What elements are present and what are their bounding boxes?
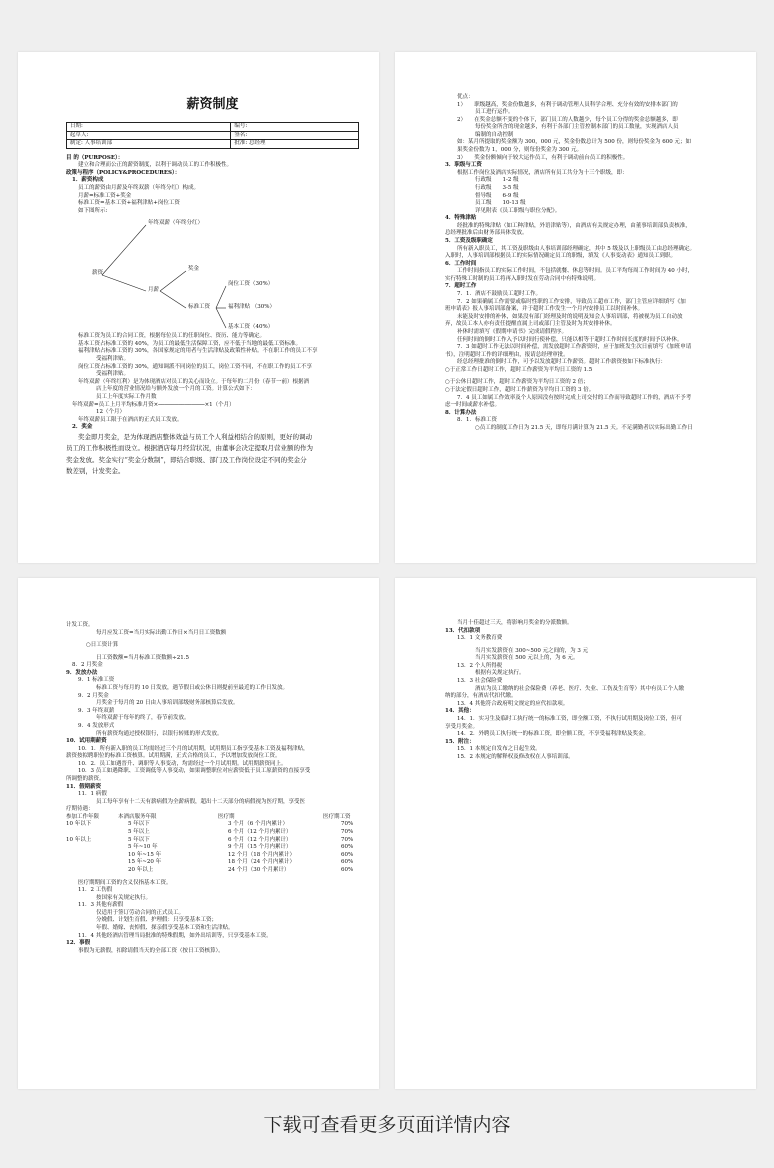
text-line: 6．工作时间 [445, 260, 477, 267]
text-line: 8．2 月奖金 [72, 662, 103, 669]
text-line: 11．2 工伤假 [78, 887, 113, 894]
text-line: 15．附注： [445, 738, 475, 745]
download-more-footer[interactable]: 下载可查看更多页面详情内容 [263, 1114, 511, 1136]
text-line: 月奖金于每月的 20 日由人事培训部级财务部核算后发放。 [96, 700, 239, 707]
text-line: 所调整的薪资。 [66, 775, 105, 782]
text-line: 3） 奖金份额倾向于较大运作员工，有利于调动前台员工的积极性。 [457, 154, 629, 161]
text-line: 13．3 社会保险费 [457, 678, 503, 685]
bonus-paragraph [66, 432, 359, 478]
text-line: 奖金即月奖金，是为体现酒店整体效益与员工个人利益相结合的原则，更好的调动 [78, 432, 312, 441]
text-line: 8．1．标准工资 [457, 417, 497, 424]
table-cell: 10 年以下 [66, 821, 92, 828]
table-cell: 70% [341, 836, 354, 843]
text-line: 员工的工作积极性而设立。根据酒店每月经营状况，由董事会决定提取月营业额的作为 [66, 444, 313, 453]
text-line: 优点： [457, 94, 474, 100]
document-title: 薪资制度 [186, 97, 239, 112]
text-line: 虑一时间或薪水补偿。 [445, 402, 501, 409]
text-line: 目 的（PURPOSE）： [66, 154, 124, 161]
text-line: 员工每年享有十二天有薪病假为全薪病假，超出十二天部分的病假视为医疗期，享受医 [96, 798, 306, 805]
text-line: 7．4 员工如属工作效率及个人原因没有按时完成上司交付的工作而导致超时工作的，酒店不予考 [457, 394, 692, 401]
text-line: ○日工资计算 [86, 642, 119, 649]
text-line: 1．薪资构成 [72, 177, 104, 184]
header-table [66, 122, 359, 149]
table-cell: 10 年~15 年 [128, 851, 162, 858]
tree-node-standard: 标准工资 [188, 304, 211, 311]
table-cell: 10 年以上 [66, 836, 92, 843]
header-cell: 签名: [231, 131, 359, 140]
text-line: 年终双薪于每年的终了，春节前发放。 [96, 715, 190, 722]
table-cell: 18 个月（24 个月内累计） [228, 859, 295, 866]
header-cell: 编号: [231, 122, 359, 131]
table-row [66, 829, 359, 837]
text-line: 建立和合理而公正的薪资制度，以利于调动员工的工作积极性。 [78, 162, 233, 169]
text-line: 4．特殊津贴 [445, 215, 477, 222]
text-line: 书》，注明超时工作的详细理由，报请总经理审批。 [445, 351, 569, 358]
text-line: 当月实发薪资在 500 元以上的，为 6 元。 [475, 655, 579, 662]
table-row [66, 852, 359, 860]
text-line: 11．1 病假 [78, 791, 107, 798]
table-cell: 60% [341, 844, 354, 851]
table-row [66, 859, 359, 867]
text-line: 9．发放办法 [66, 669, 98, 676]
text-line: 7．超时工作 [445, 283, 477, 290]
table-cell: 60% [341, 859, 354, 866]
page3-text-block-2 [66, 875, 359, 956]
page1-text-block [66, 155, 359, 216]
text-line: 年终双薪=员工上月平均标准月资×──────────────×1（个月） [72, 401, 235, 408]
text-line: 9．2 月奖金 [78, 692, 109, 699]
text-line: 1） 职级越高，奖金份数越多，有利于调动管理人员科学合理、充分有效的安排本部门的 [457, 101, 678, 108]
table-cell: 70% [341, 821, 354, 828]
salary-structure-diagram [66, 215, 359, 333]
text-line: 10．2．员工如遇晋升、调职等人事变动，均需经过一个月试用期。试用期薪资同上。 [78, 760, 287, 767]
text-line: 2．奖金 [72, 424, 93, 431]
text-line: 根据有关规定执行。 [475, 670, 525, 677]
text-line: 所有新入职员工，其工资及职级由人事培训部经理确定，其中 5 级及以上职级员工由总经理确定。 [457, 245, 695, 252]
text-line: 14．2．外聘员工执行统一的标准工资，即全额工资，不享受福利津贴及奖金。 [457, 731, 650, 738]
text-line: 7．3 如超时工作无法以时间补偿，需发放超时工作薪资时，应于加班发生次日前填写《加班申请 [457, 344, 692, 351]
table-cell: 15 年~20 年 [128, 859, 162, 866]
text-line: 如：某月所提取的奖金额为 300，000 元，奖金份数总计为 500 份，则每份奖金为 600 元；如 [457, 139, 691, 146]
table-cell: 5 年以上 [128, 829, 150, 836]
table-cell: 6 个月（12 个月内累计） [228, 829, 292, 836]
text-line: 如下图所示: [78, 207, 108, 214]
text-line: 基本工资占标准工资的 40%，为员工的最低生活保障工资，应不低于当地的最低工资标准。 [78, 340, 301, 347]
text-line: ○于法定假日超时工作，超时工作薪资为平均日工资的 3 倍。 [445, 386, 595, 393]
text-line: 9．4 发放形式 [78, 722, 115, 729]
text-line: 12（个月） [96, 409, 125, 416]
text-line: 9．1 标准工资 [78, 677, 115, 684]
text-line: 13．代扣款项 [445, 627, 481, 634]
text-line: 仅适用于签订劳动合同的正式员工。 [96, 909, 185, 916]
text-line: 入职时，人事培训部根据员工的实际情况确定员工的职级，填发《人事变动表》通知员工到职。 [445, 253, 677, 260]
header-cell: 起草人: [67, 131, 231, 140]
text-line: 10．试用期薪资 [66, 738, 107, 745]
table-row [66, 821, 359, 829]
text-line: 11．假期薪资 [66, 783, 102, 790]
table-cell: 5 年~10 年 [128, 844, 158, 851]
table-header-cell: 参加工作年限 [66, 813, 100, 820]
text-line: 当月十佳超过三天，将影响月奖金的分派数额。 [457, 620, 573, 626]
text-line: 5．工资及级职确定 [445, 237, 493, 244]
text-line: 2） 在奖金总额不变的个体下，部门员工的人数越少，每个员工分得的奖金总额越多，即 [457, 116, 678, 123]
table-cell: 70% [341, 829, 354, 836]
table-cell [66, 852, 118, 860]
table-row [66, 837, 359, 845]
diagram-lines [66, 215, 359, 333]
table-cell [66, 859, 118, 867]
text-line: 经总经理批准的倒时工作，可予以发放超时工作薪资。超时工作薪资按如下标准执行： [457, 359, 667, 366]
text-line: 员工的薪资由月薪及年终双薪（年终分红）构成。 [78, 184, 200, 191]
text-line: 弃，故员工本人亦有责任提醒直属上司或部门主管及时为其安排补休。 [445, 321, 616, 328]
text-line: 所有薪资均通过授权银行，以银行转账的形式发放。 [96, 730, 223, 737]
document-page-3 [18, 578, 379, 1089]
text-line: 按国家有关规定执行。 [96, 894, 152, 901]
table-cell: 60% [341, 866, 354, 873]
text-line: 员工进行运作。 [475, 109, 514, 116]
document-page-4 [395, 578, 756, 1089]
text-line: 经批准的特殊津贴（如工种津贴，外语津贴等），由酒店有关规定办理，由董事培训部负责核准， [457, 222, 691, 229]
page4-text-block [445, 620, 738, 761]
table-header-cell: 医疗期工资 [323, 813, 351, 820]
text-line: 员工上年度实际工作月数 [96, 393, 157, 400]
text-line: 酒店为员工缴纳的社会保险费（养老、医疗、失业、工伤及生育等）其中有员工个人缴 [475, 685, 685, 692]
table-header-cell: 本酒店服务年限 [118, 813, 157, 820]
header-cell: 日期: [67, 122, 231, 131]
text-line: 班申请表》报人事培训部备案，并于超时工作发生一个月内安排员工以时间补休。 [445, 306, 644, 313]
text-line: 福利津贴占标准工资的 30%，各国家规定的用者与生活津贴及政策性补贴。不在职工作的员工不享 [78, 348, 318, 355]
document-page-2 [395, 52, 756, 563]
text-line: 12．事假 [66, 940, 91, 947]
text-line: 政策与程序（POLICY&PROCEDURES）： [66, 169, 181, 176]
table-cell: 12 个月（18 个月内累计） [228, 851, 295, 858]
medical-leave-table [66, 814, 359, 875]
text-line: 实行特殊工时制的员工将再入职时发在劳动合同中有特殊说明。 [445, 275, 600, 282]
table-cell [66, 829, 118, 837]
text-line: 年假、婚嫁、丧悼假、探亲假享受基本工资和生活津贴。 [96, 924, 234, 931]
table-cell: 3 个月（6 个月内累计） [228, 821, 288, 828]
text-line: 薪资按拟聘职位的标准工资核算。试用期满，正式合格的员工，予以增加发放岗位工资。 [66, 753, 281, 760]
text-line: 15．1 本规定自发布之日起生效。 [457, 746, 541, 753]
text-line: 补休时需填写《假期申请书》完成请假程序。 [457, 328, 568, 335]
table-cell: 6 个月（12 个月内累计） [228, 836, 292, 843]
text-line: 10．3 员工如遇降职、工资调低等人事变动，如果调整职位对应薪资低于员工原薪资的直接享受 [78, 768, 311, 775]
tree-node-monthly: 月薪 [148, 287, 160, 294]
text-line: 15．2 本规定的解释权及修改权在人事培训部。 [457, 753, 574, 760]
text-line: 岗位工资占标准工资的 30%，通知调派不同岗位的员工，岗位工资不同，不在职工作的员工不享 [78, 363, 312, 370]
text-line: 事假为无薪假，扣除请假当天的全部工资（按日工资核算）。 [78, 947, 224, 954]
text-line: 行政级 3-5 级 [475, 184, 519, 191]
table-header-cell: 医疗期 [218, 813, 235, 820]
table-cell [66, 844, 118, 852]
text-line: 11．3 其他有薪假 [78, 902, 124, 909]
text-line: 3．职级与工资 [445, 162, 482, 169]
text-line: 疗期待遇： [66, 806, 94, 813]
text-line: 8．计算办法 [445, 409, 477, 416]
text-line: 受福利津贴。 [96, 371, 130, 378]
table-cell: 5 年以下 [128, 836, 150, 843]
text-line: 标准工资=基本工资+福利津贴+岗位工资 [78, 200, 180, 207]
text-line: 享受月奖金。 [445, 723, 479, 730]
table-cell: 20 年以上 [128, 866, 154, 873]
text-line: 编制的自动控制 [475, 131, 514, 138]
text-line: 每月应发工资=当月实际出勤工作日×当月日工资数额 [96, 629, 227, 636]
text-line: 年终双薪（年终红利）是为体现酒店对员工的关心而设立。于每年的二月份（春节一前）根据酒 [78, 378, 310, 385]
table-cell [66, 867, 118, 875]
text-line: 13．2 个人所得税 [457, 662, 503, 669]
text-line: 根据工作岗位及酒店实际情况，酒店所有员工共分为十三个职级，即： [457, 169, 628, 176]
text-line: 计发工资。 [66, 622, 94, 628]
header-cell: 制定: 人事培训部 [67, 140, 231, 149]
text-line: 13．1 文务教育费 [457, 635, 503, 642]
table-cell: 60% [341, 851, 354, 858]
page1-text-block-2 [66, 333, 359, 432]
page2-text-block [445, 94, 738, 432]
page3-text-block [66, 622, 359, 814]
text-line: 医疗期期间工资的含义仅指基本工资。 [78, 879, 172, 886]
text-line: 奖金发放。奖金实行“奖金分数制”，即结合职级、部门及工作岗位设定不同的奖金分 [66, 455, 307, 464]
table-cell: 5 年以下 [128, 821, 150, 828]
header-cell: 批准: 总经理 [231, 140, 359, 149]
text-line: 7．2 如果确属工作需要或临时性职的工作安排，导致员工超市工作，部门主管应详细填写《加 [457, 298, 686, 305]
text-line: 7．1．酒店不鼓励员工超时工作。 [457, 291, 541, 298]
tree-node-root: 薪资 [92, 270, 104, 277]
text-line: ○于正常工作日超时工作，超时工作薪资为平均日工资的 1.5 [445, 366, 593, 373]
text-line: 10．1．所有新入职的员工均需经过三个月的试用期，试用期员工指享受基本工资及福利津贴， [78, 745, 309, 752]
text-line: 纳的部分，有酒店代扣代缴。 [445, 693, 517, 700]
tree-node-annual: 年终双薪（年终分红） [148, 220, 204, 227]
text-line: 年终双薪员工限于在酒店的正式员工发放。 [78, 416, 183, 423]
text-line: 任何时间的倒时工作入予以时间行使补偿，只能以相等于超时工作时间长度的时间予以补休。 [457, 336, 683, 343]
text-line: 每份奖金所含的现金越多，有利于各部门主管控制本部门的员工数量，实现酒店人员 [475, 124, 679, 131]
table-cell: 9 个月（15 个月内累计） [228, 844, 292, 851]
text-line: 总经理批准后由财务部具体发放。 [445, 230, 528, 237]
table-header-row [66, 814, 359, 822]
text-line: 当月实发薪资在 300~500 元之间的，为 3 元 [475, 647, 589, 654]
text-line: 受福利津贴。 [96, 356, 130, 363]
text-line: 标准工资为员工的合同工资，根据每位员工的任职岗位、资历、能力等确定。 [78, 333, 266, 340]
text-line: 未能及时安排的补休，如果没有部门经理及时的说明及知会人事培训部，将被视为员工自动放 [457, 313, 683, 320]
text-line: 详见附表《员工职级与职位分配》。 [475, 207, 561, 214]
table-row [66, 844, 359, 852]
text-line: 果奖金份数为 1，000 分，则每份奖金为 300 元。 [457, 147, 582, 154]
tree-node-basic: 基本工资（40%） [228, 324, 274, 331]
table-row [66, 867, 359, 875]
text-line: 分娩假、计划生育假、护理假：只享受基本工资； [96, 917, 218, 924]
tree-node-welfare: 福利津贴 （30%） [228, 304, 275, 311]
document-page-1 [18, 52, 379, 563]
text-line: 行政级 1-2 级 [475, 177, 519, 184]
text-line: 日工资数额=当月标准工资数额÷21.5 [96, 654, 189, 661]
text-line: 督导级 6-9 级 [475, 192, 519, 199]
text-line: 员工级 10-13 级 [475, 200, 526, 207]
text-line: 9．3 年终双薪 [78, 707, 115, 714]
text-line: ○员工的制度工作日为 21.5 天，即每月满计算为 21.5 天。不足满勤者以实际出勤工作日 [475, 424, 693, 431]
text-line: 13．4 其他符合政府明文规定的应代扣款项。 [457, 700, 569, 707]
text-line: 14．1．实习生及临时工执行统一的标准工资，即全额工资，不执行试用期及岗位工资，但可 [457, 715, 683, 722]
table-cell: 24 个月（30 个月累计） [228, 866, 290, 873]
text-line: 月薪=标准工资+奖金 [78, 192, 132, 199]
text-line: 标准工资与每月的 10 日发放，遇节假日或公休日则提前至最近的工作日发放。 [96, 685, 288, 692]
text-line: 店上年度的营业情况给与额外发放一个月的工资。计算公式如下： [96, 386, 256, 393]
tree-node-bonus: 奖金 [188, 266, 200, 273]
text-line: 11．4 其他经酒店管理当局批准的特殊假期，如外出培训等，只享受基本工资。 [78, 932, 272, 939]
text-line: 数差别，计发奖金。 [66, 466, 125, 475]
text-line: 工作时间指员工的实际工作时间，不包括就餐、休息等时间。员工平均每周工作时间为 40 小时， [457, 268, 693, 275]
tree-node-post: 岗位工资（30%） [228, 281, 274, 288]
text-line: 14．其他： [445, 708, 475, 715]
text-line: ○于公休日超时工作，超时工作薪资为平均日工资的 2 倍； [445, 379, 589, 386]
